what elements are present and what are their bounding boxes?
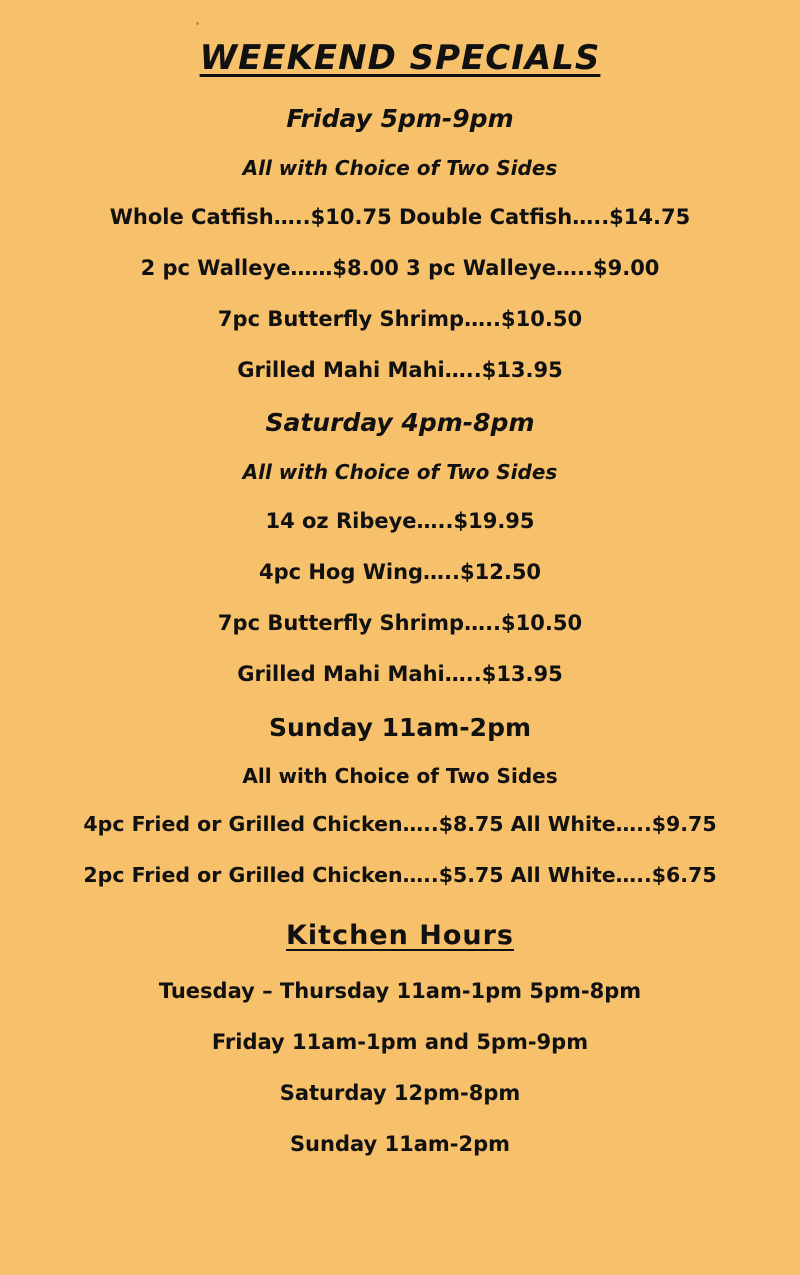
- section-saturday: [18, 409, 782, 686]
- saturday-sides-note: All with Choice of Two Sides: [242, 459, 558, 484]
- section-sunday: [18, 714, 782, 888]
- menu-item: Whole Catfish…..$10.75 Double Catfish…..$14.75: [109, 204, 691, 229]
- menu-item: 7pc Butterfly Shrimp…..$10.50: [217, 611, 583, 636]
- friday-sides-note: All with Choice of Two Sides: [242, 155, 558, 180]
- menu-item: 2 pc Walleye……$8.00 3 pc Walleye…..$9.00: [140, 256, 660, 281]
- menu-item: Grilled Mahi Mahi…..$13.95: [237, 358, 563, 383]
- page-title: WEEKEND SPECIALS: [199, 38, 601, 78]
- kitchen-hours-line: Saturday 12pm-8pm: [279, 1081, 521, 1106]
- menu-item: 4pc Hog Wing…..$12.50: [258, 560, 542, 585]
- kitchen-hours-line: Tuesday – Thursday 11am-1pm 5pm-8pm: [158, 978, 642, 1003]
- menu-item: 14 oz Ribeye…..$19.95: [265, 508, 535, 533]
- section-friday: [18, 105, 782, 382]
- friday-day-heading: Friday 5pm-9pm: [286, 104, 514, 134]
- kitchen-hours-line: Sunday 11am-2pm: [289, 1132, 511, 1157]
- menu-item: 4pc Fried or Grilled Chicken…..$8.75 All White…..$9.75: [83, 812, 717, 837]
- sunday-sides-note: All with Choice of Two Sides: [242, 764, 558, 789]
- saturday-day-heading: Saturday 4pm-8pm: [265, 408, 535, 438]
- kitchen-hours-title: Kitchen Hours: [286, 920, 514, 952]
- menu-item: 7pc Butterfly Shrimp…..$10.50: [217, 307, 583, 332]
- sunday-day-heading: Sunday 11am-2pm: [268, 712, 532, 742]
- kitchen-hours-line: Friday 11am-1pm and 5pm-9pm: [211, 1029, 589, 1054]
- menu-item: Grilled Mahi Mahi…..$13.95: [237, 662, 563, 687]
- menu-item: 2pc Fried or Grilled Chicken…..$5.75 All White…..$6.75: [83, 862, 717, 887]
- section-kitchen-hours: [18, 921, 782, 1156]
- decorative-dot: [196, 22, 199, 25]
